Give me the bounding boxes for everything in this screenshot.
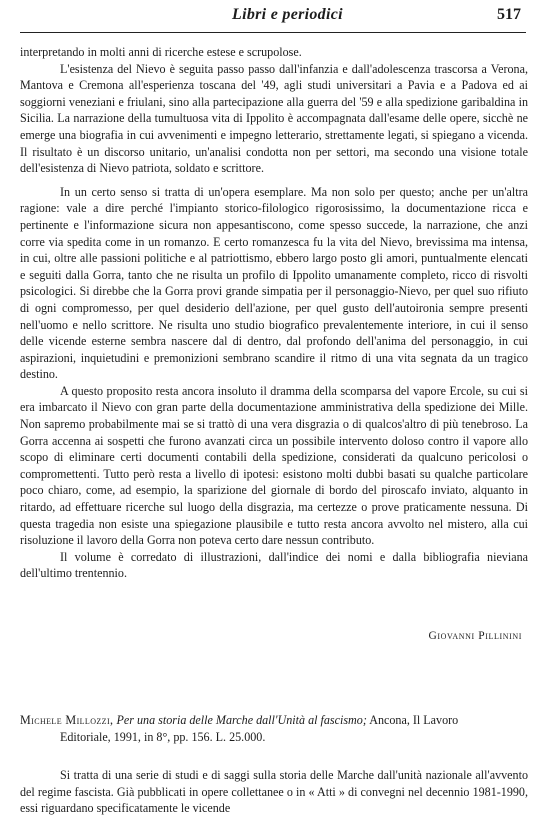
paragraph: L'esistenza del Nievo è seguita passo passo dall'infanzia e dall'adolescenza trascorsa a Verona, Mantova e Cremona all'esperienza toscana del '49, agli studi universitari a Pavia e a Padova ed ai soggiorni veneziani e friulani, sino alla partecipazione alla guerra del '59 e alla spedizione garibaldina in Sicilia. La narrazione della tumultuosa vita di Ippolito è accompagnata dall'esame delle opere, sicchè ne emerge una biografia in cui avvenimenti e impegno letterario, strettamente legati, si spiegano a vicenda. Il risultato è un discorso unitario, un'analisi condotta non per settori, ma secondo una visione totale dell'esistenza di Nievo patriota, soldato e scrittore. xyxy=(20,61,528,176)
paragraph: interpretando in molti anni di ricerche estese e scrupolose. xyxy=(20,45,302,59)
paragraph: In un certo senso si tratta di un'opera esemplare. Ma non solo per questo; anche per un'altra ragione: vale a dire perché l'impianto storico-filologico rigorosissimo, la documentazione ricca e pertinente e l'informazione sicura non appesantiscono, come spesso succede, la narrazione, che anzi corre via spedita come in un romanzo. E certo romanzesca fu la vita del Nievo, brevissima ma intensa, in cui, oltre alle passioni politiche e al patriottismo, ebbero largo posto gli amori, puntualmente elencati e seguiti dalla Gorra, tanto che ne risulta un profilo di Ippolito umanamente completo, ricco di risvolti psicologici. Si direbbe che la Gorra provi grande simpatia per il personaggio-Nievo, per quel suo rifiuto di ogni compromesso, per quel desiderio dell'azione, per quel gusto dell'autoironia sempre presenti nell'uomo e nello scrittore. Ne risulta uno studio biografico prevalentemente interiore, in cui il senso delle vicende esterne sembra nascere dal di dentro, dal profondo dell'anima del personaggio, in cui aspirazioni, inquietudini e premonizioni sembrano scandire il ritmo di una vita segnata da un tragico destino. xyxy=(20,184,528,382)
article-body xyxy=(20,44,528,582)
paragraph: Si tratta di una serie di studi e di saggi sulla storia delle Marche dall'unità nazionale all'avvento del regime fascista. Già pubblicati in opere collettanee o in « Atti » di convegni nel decennio 1981-1990, essi riguardano specificatamente le vicende xyxy=(20,768,528,816)
page-number: 517 xyxy=(497,6,521,23)
review-publisher: Ancona, Il Lavoro xyxy=(369,713,459,727)
running-title: Libri e periodici xyxy=(232,6,343,23)
review-publication-details: Editoriale, 1991, in 8°, pp. 156. L. 25.000. xyxy=(60,730,266,744)
author-signature: Giovanni Pillinini xyxy=(428,630,522,642)
page-header xyxy=(0,6,550,28)
review-heading xyxy=(20,712,528,746)
paragraph: A questo proposito resta ancora insoluto il dramma della scomparsa del vapore Ercole, su cui si era imbarcato il Nievo con gran parte della documentazione amministrativa della spedizione dei Mille. Non sapremo probabilmente mai se si trattò di una vera disgrazia o di qualcos'altro di più tenebroso. La Gorra accenna ai sospetti che furono avanzati circa un possibile intervento doloso contro il vapore allo scopo di eliminare certi documenti contabili della spedizione, considerati da qualcuno pericolosi o compromettenti. Tutto però resta a livello di ipotesi: esistono molti dubbi basati su qualche particolare poco chiaro, come, ad esempio, la sparizione del giornale di bordo del piroscafo inviato, alquanto in ritardo, ad effettuare ricerche sul luogo della disgrazia, ma certezze o prove praticamente nessuna. Di questa tragedia non esiste una spiegazione plausibile e tutto resta ancora avvolto nel mistero, alla cui risoluzione il lavoro della Gorra non poteva certo dare nessun contributo. xyxy=(20,383,528,548)
review-author: Michele Millozzi, xyxy=(20,713,114,727)
header-rule xyxy=(20,32,526,33)
review-book-title: Per una storia delle Marche dall'Unità al fascismo; xyxy=(116,713,367,727)
review-body xyxy=(20,767,528,817)
paragraph: Il volume è corredato di illustrazioni, dall'indice dei nomi e dalla bibliografia nieviana dell'ultimo trentennio. xyxy=(20,549,528,581)
